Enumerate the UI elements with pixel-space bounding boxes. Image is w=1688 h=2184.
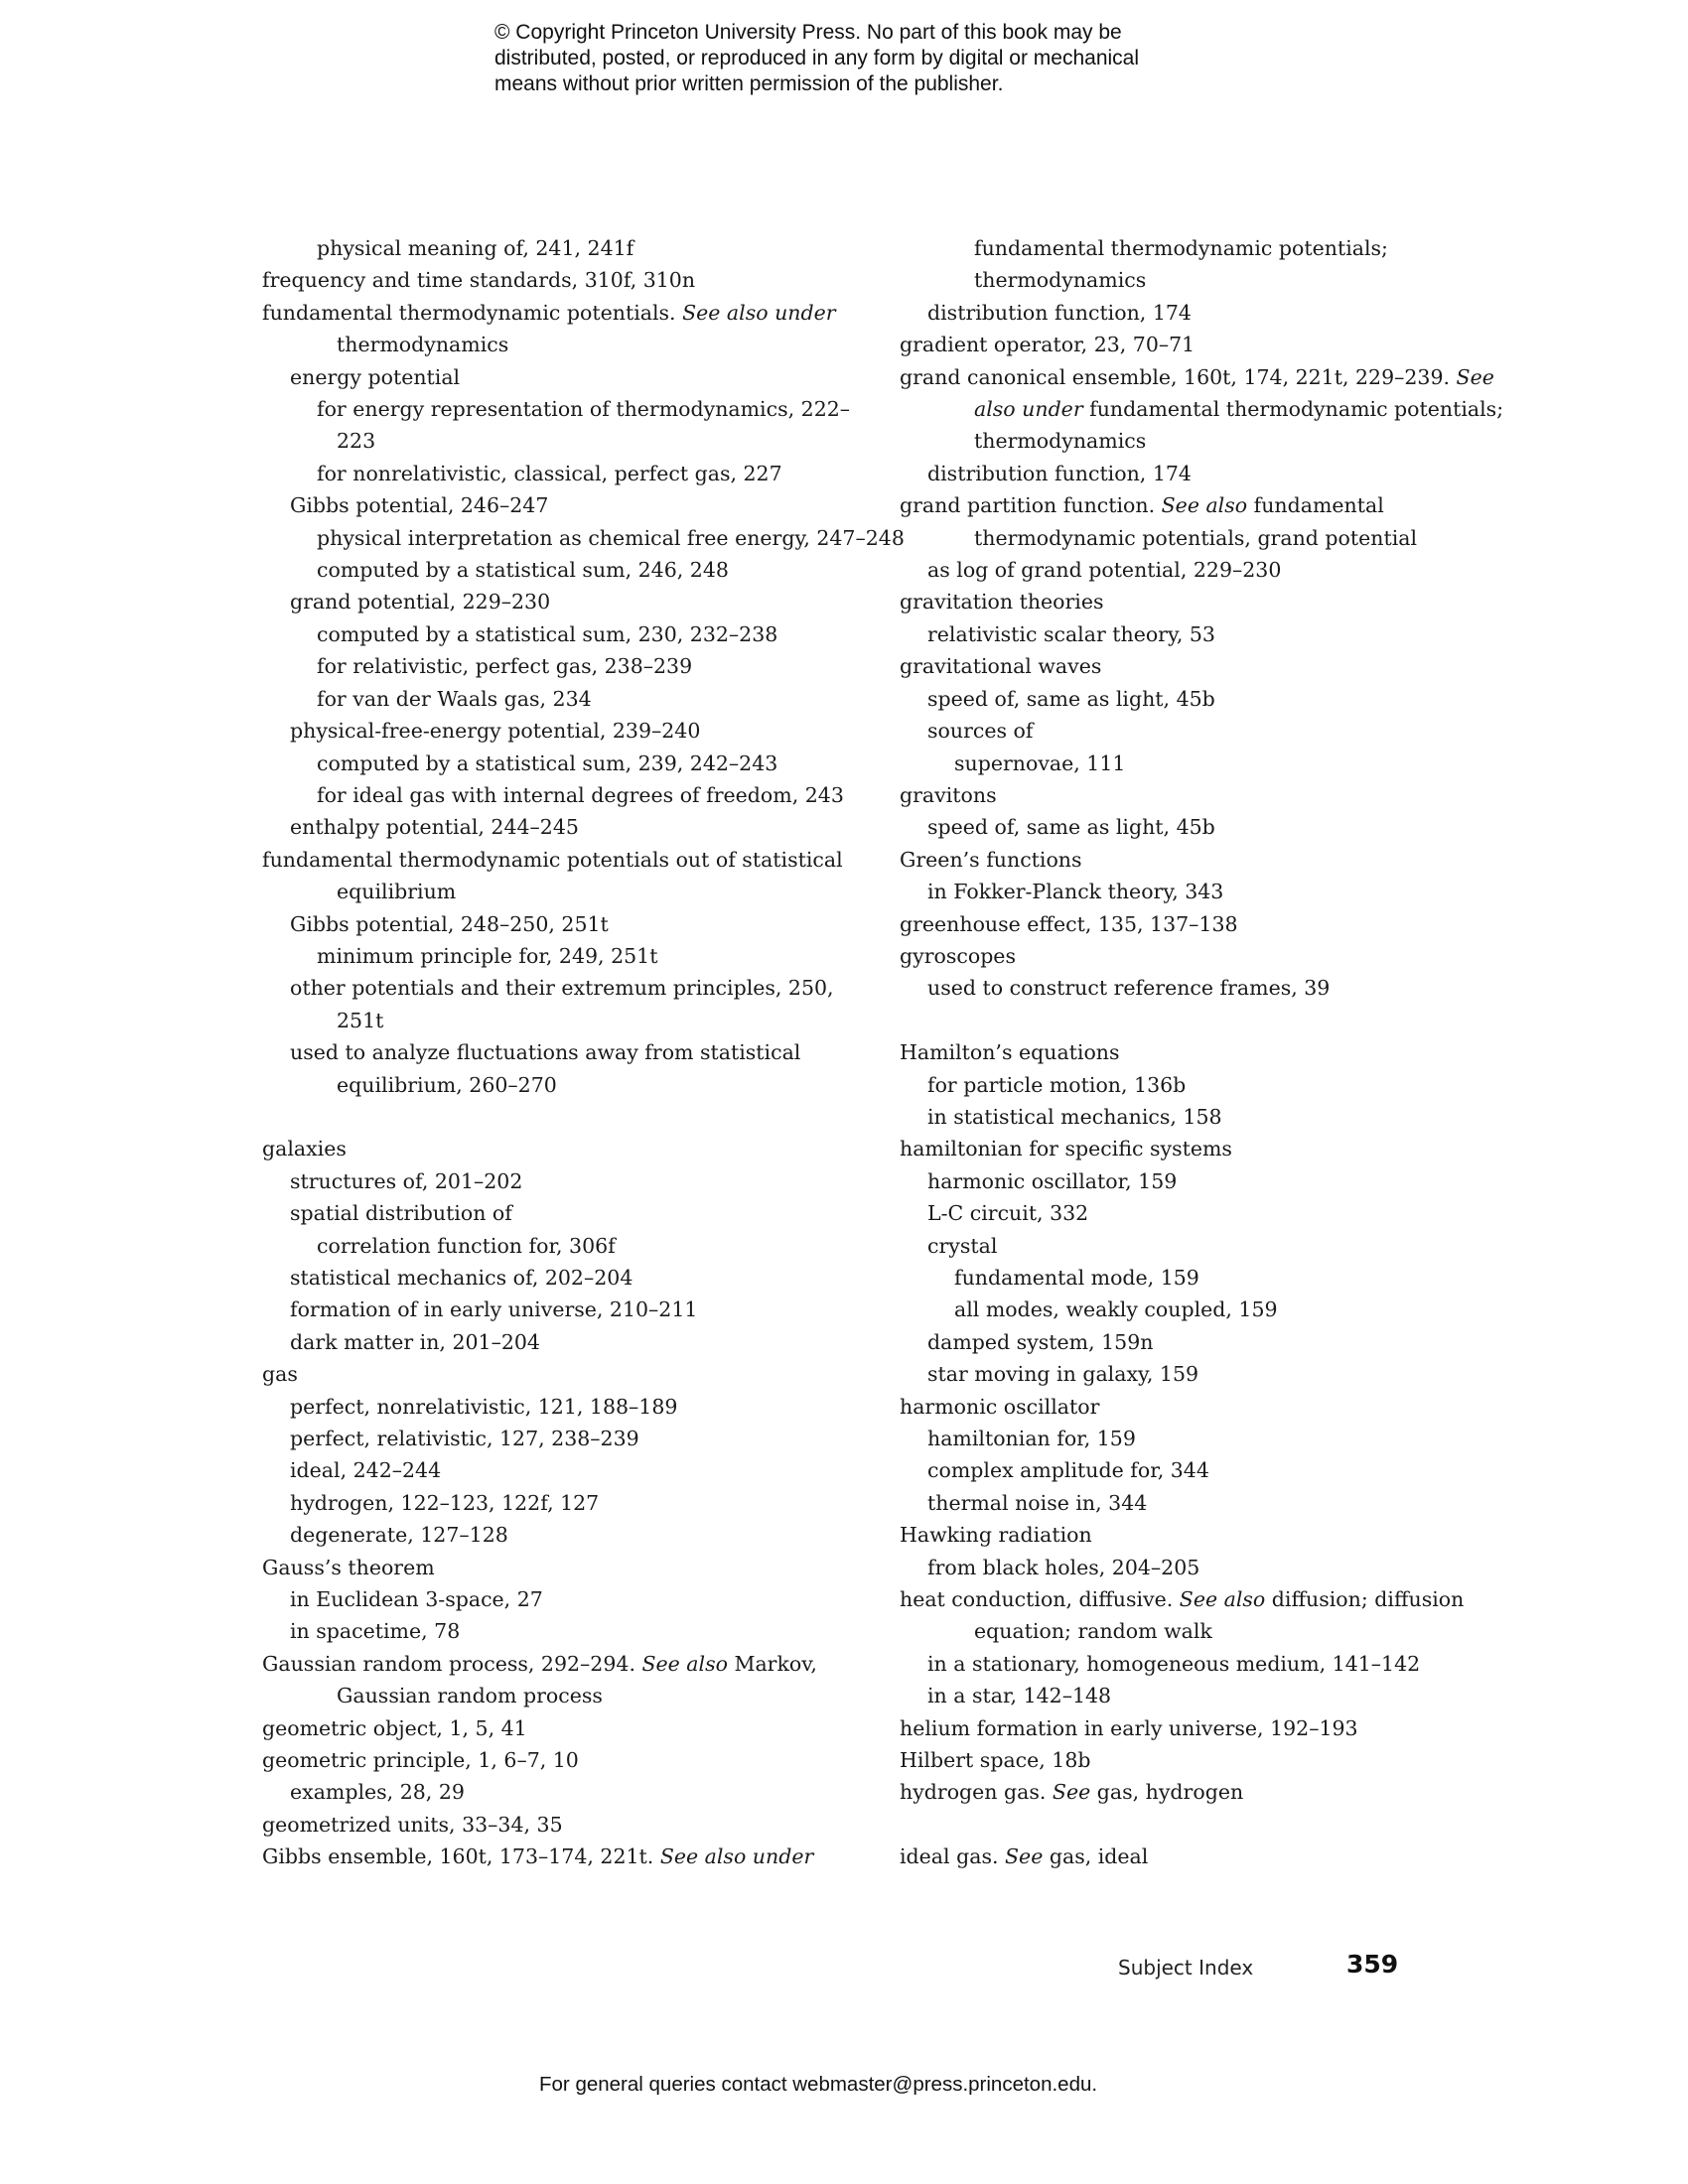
entry-text: harmonic oscillator, 159	[927, 1168, 1178, 1193]
entry-text: fundamental thermodynamic potentials.	[262, 300, 683, 325]
section-gap	[900, 1005, 1515, 1036]
index-entry	[900, 972, 1515, 1004]
entry-text: 223	[337, 429, 376, 454]
entry-text: Gaussian random process, 292–294.	[262, 1651, 642, 1676]
entry-text: all modes, weakly coupled, 159	[954, 1297, 1278, 1322]
entry-text: damped system, 159n	[927, 1329, 1154, 1354]
entry-text: grand partition function.	[900, 493, 1162, 518]
entry-text: spatial distribution of	[290, 1201, 512, 1226]
entry-cross-reference: See	[1005, 1844, 1044, 1869]
index-entry	[262, 1165, 898, 1197]
index-entry	[262, 1680, 898, 1711]
index-entry	[262, 618, 898, 650]
entry-text: geometric object, 1, 5, 41	[262, 1715, 527, 1740]
index-entry	[262, 1841, 898, 1872]
index-entry	[900, 264, 1515, 296]
entry-text: dark matter in, 201–204	[290, 1329, 540, 1354]
entry-text: thermodynamics	[337, 333, 509, 357]
index-entry	[262, 940, 898, 972]
index-entry	[900, 1391, 1515, 1423]
entry-text-after: gas, hydrogen	[1090, 1780, 1244, 1805]
entry-cross-reference: See also under	[682, 300, 836, 325]
index-entry	[262, 1454, 898, 1486]
index-entry	[900, 1487, 1515, 1519]
index-entry	[900, 1841, 1515, 1872]
entry-text: enthalpy potential, 244–245	[290, 815, 579, 840]
index-entry	[900, 844, 1515, 876]
entry-text: as log of grand potential, 229–230	[927, 558, 1282, 583]
index-entry	[262, 1391, 898, 1423]
index-entry	[262, 972, 898, 1004]
entry-text: correlation function for, 306f	[317, 1233, 616, 1258]
entry-text: for particle motion, 136b	[927, 1072, 1187, 1097]
entry-text: for van der Waals gas, 234	[317, 686, 592, 711]
index-entry	[262, 1712, 898, 1744]
entry-text: Gibbs ensemble, 160t, 173–174, 221t.	[262, 1844, 660, 1869]
index-entry	[262, 1552, 898, 1583]
entry-text: galaxies	[262, 1137, 347, 1161]
entry-text-after: fundamental	[1247, 493, 1384, 518]
index-entry	[262, 1583, 898, 1615]
index-entry	[262, 779, 898, 811]
index-entry	[900, 1519, 1515, 1551]
index-entry	[900, 522, 1515, 554]
entry-text: physical interpretation as chemical free energy, 247–248	[317, 525, 905, 550]
index-entry	[262, 1776, 898, 1808]
entry-text: for ideal gas with internal degrees of freedom, 243	[317, 782, 844, 807]
entry-text: Hawking radiation	[900, 1523, 1092, 1548]
index-entry	[900, 458, 1515, 489]
entry-text-after: diffusion; diffusion	[1265, 1587, 1465, 1612]
entry-cross-reference: See	[1052, 1780, 1091, 1805]
entry-text: Gaussian random process	[337, 1684, 603, 1708]
index-entry	[262, 876, 898, 907]
index-entry	[262, 329, 898, 360]
running-footer-section: Subject Index	[1118, 1956, 1254, 1979]
entry-text: 251t	[337, 1008, 384, 1032]
index-entry	[900, 297, 1515, 329]
index-entry	[262, 1230, 898, 1262]
entry-text: physical-free-energy potential, 239–240	[290, 719, 701, 744]
entry-text: fundamental thermodynamic potentials;	[974, 236, 1388, 260]
entry-text: used to analyze fluctuations away from statistical	[290, 1040, 801, 1065]
entry-text: minimum principle for, 249, 251t	[317, 943, 658, 968]
index-entry	[900, 586, 1515, 617]
entry-text: distribution function, 174	[927, 461, 1192, 485]
entry-text: in spacetime, 78	[290, 1619, 461, 1644]
index-entry	[262, 1133, 898, 1164]
index-entry	[900, 1326, 1515, 1358]
entry-text: crystal	[927, 1233, 998, 1258]
entry-text: hamiltonian for specific systems	[900, 1137, 1232, 1161]
entry-cross-reference: See	[1456, 364, 1494, 389]
entry-text: examples, 28, 29	[290, 1780, 465, 1805]
index-entry	[262, 650, 898, 682]
copyright-notice	[494, 20, 1249, 97]
entry-text: computed by a statistical sum, 246, 248	[317, 558, 729, 583]
entry-text: star moving in galaxy, 159	[927, 1362, 1199, 1387]
index-entry	[262, 1326, 898, 1358]
entry-text: thermodynamic potentials, grand potential	[974, 525, 1418, 550]
entry-text: gravitational waves	[900, 654, 1102, 679]
index-entry	[900, 554, 1515, 586]
copyright-line: distributed, posted, or reproduced in any form by digital or mechanical	[494, 47, 1140, 69]
index-entry	[900, 940, 1515, 972]
entry-text: speed of, same as light, 45b	[927, 686, 1215, 711]
index-entry	[262, 908, 898, 940]
index-entry	[262, 1615, 898, 1647]
index-entry	[262, 1036, 898, 1068]
index-entry	[900, 1454, 1515, 1486]
entry-text: heat conduction, diffusive.	[900, 1587, 1180, 1612]
entry-text: computed by a statistical sum, 239, 242–243	[317, 751, 778, 775]
entry-text: gravitons	[900, 782, 997, 807]
entry-text: in Euclidean 3-space, 27	[290, 1587, 543, 1612]
entry-text: degenerate, 127–128	[290, 1523, 508, 1548]
index-entry	[900, 489, 1515, 521]
entry-text: for relativistic, perfect gas, 238–239	[317, 654, 693, 679]
index-entry	[262, 1487, 898, 1519]
index-entry	[262, 1423, 898, 1454]
index-entry	[262, 489, 898, 521]
index-column-right	[900, 232, 1515, 1873]
index-entry	[900, 1101, 1515, 1133]
index-entry	[900, 1133, 1515, 1164]
index-entry	[900, 329, 1515, 360]
index-entry	[262, 554, 898, 586]
index-entry	[262, 1262, 898, 1294]
entry-text: formation of in early universe, 210–211	[290, 1297, 698, 1322]
entry-cross-reference: See also	[1161, 493, 1248, 518]
entry-text: gradient operator, 23, 70–71	[900, 333, 1196, 357]
index-entry	[900, 1648, 1515, 1680]
entry-text: hydrogen gas.	[900, 1780, 1053, 1805]
index-entry	[262, 1005, 898, 1036]
index-entry	[262, 586, 898, 617]
index-entry	[262, 1069, 898, 1101]
entry-cross-reference: See also under	[659, 1844, 814, 1869]
entry-text: Hamilton’s equations	[900, 1040, 1120, 1065]
index-entry	[900, 1552, 1515, 1583]
copyright-line: means without prior written permission of the publisher.	[494, 72, 1004, 95]
entry-text: ideal, 242–244	[290, 1458, 442, 1483]
index-column-left	[262, 232, 905, 1873]
entry-text: in a stationary, homogeneous medium, 141–142	[927, 1651, 1421, 1676]
entry-text: statistical mechanics of, 202–204	[290, 1265, 633, 1290]
entry-text: harmonic oscillator	[900, 1394, 1100, 1419]
index-entry	[262, 715, 898, 747]
index-entry	[900, 683, 1515, 715]
entry-text: grand potential, 229–230	[290, 590, 551, 614]
index-entry	[900, 1294, 1515, 1325]
entry-text: grand canonical ensemble, 160t, 174, 221t, 229–239.	[900, 364, 1457, 389]
section-gap	[262, 1101, 898, 1133]
entry-text: greenhouse effect, 135, 137–138	[900, 911, 1238, 936]
entry-text: distribution function, 174	[927, 300, 1192, 325]
index-entry	[262, 361, 898, 393]
entry-text: for nonrelativistic, classical, perfect gas, 227	[317, 461, 782, 485]
entry-text: Gibbs potential, 248–250, 251t	[290, 911, 609, 936]
index-entry	[262, 1358, 898, 1390]
entry-text: hamiltonian for, 159	[927, 1427, 1136, 1451]
entry-text: thermal noise in, 344	[927, 1490, 1148, 1515]
index-entry	[262, 393, 898, 425]
entry-text: fundamental mode, 159	[954, 1265, 1199, 1290]
index-entry	[900, 425, 1515, 457]
index-entry	[900, 361, 1515, 393]
entry-text: energy potential	[290, 364, 461, 389]
contact-footer: For general queries contact webmaster@press.princeton.edu.	[539, 2073, 1098, 2096]
index-entry	[900, 1583, 1515, 1615]
index-entry	[900, 1776, 1515, 1808]
entry-text-after: gas, ideal	[1043, 1844, 1149, 1869]
entry-text: geometrized units, 33–34, 35	[262, 1812, 563, 1837]
entry-text: computed by a statistical sum, 230, 232–238	[317, 621, 778, 646]
index-entry	[900, 393, 1515, 425]
entry-text: speed of, same as light, 45b	[927, 815, 1215, 840]
index-entry	[262, 748, 898, 779]
entry-text: other potentials and their extremum principles, 250,	[290, 976, 834, 1001]
index-entry	[262, 1519, 898, 1551]
entry-text: geometric principle, 1, 6–7, 10	[262, 1748, 579, 1773]
index-entry	[900, 811, 1515, 843]
index-entry	[262, 1809, 898, 1841]
entry-cross-reference: also under	[974, 397, 1083, 422]
index-entry	[262, 683, 898, 715]
entry-text-after: Markov,	[727, 1651, 817, 1676]
entry-text: from black holes, 204–205	[927, 1555, 1200, 1579]
entry-text-after: fundamental thermodynamic potentials;	[1082, 397, 1504, 422]
entry-text: Green’s functions	[900, 847, 1082, 872]
entry-text: ideal gas.	[900, 1844, 1006, 1869]
index-entry	[900, 1744, 1515, 1776]
index-entry	[900, 1165, 1515, 1197]
entry-text: in statistical mechanics, 158	[927, 1104, 1222, 1129]
index-entry	[262, 232, 898, 264]
index-entry	[262, 522, 905, 554]
index-entry	[262, 425, 898, 457]
entry-text: thermodynamics	[974, 429, 1147, 454]
index-entry	[262, 811, 898, 843]
entry-text: Hilbert space, 18b	[900, 1748, 1091, 1773]
index-entry	[262, 297, 898, 329]
index-entry	[262, 458, 898, 489]
entry-text: physical meaning of, 241, 241f	[317, 236, 634, 260]
entry-text: thermodynamics	[974, 268, 1147, 293]
entry-text: gravitation theories	[900, 590, 1104, 614]
index-entry	[900, 232, 1515, 264]
page-number: 359	[1346, 1950, 1399, 1979]
index-entry	[900, 715, 1515, 747]
index-entry	[900, 876, 1515, 907]
entry-text: fundamental thermodynamic potentials out of statistical	[262, 847, 843, 872]
entry-text: L-C circuit, 332	[927, 1201, 1089, 1226]
entry-text: gas	[262, 1362, 298, 1387]
index-entry	[900, 1197, 1515, 1229]
index-entry	[900, 1358, 1515, 1390]
index-entry	[900, 908, 1515, 940]
index-entry	[900, 1423, 1515, 1454]
index-entry	[900, 1230, 1515, 1262]
entry-text: for energy representation of thermodynamics, 222–	[317, 397, 851, 422]
entry-text: complex amplitude for, 344	[927, 1458, 1209, 1483]
entry-text: perfect, nonrelativistic, 121, 188–189	[290, 1394, 678, 1419]
entry-text: gyroscopes	[900, 943, 1016, 968]
entry-text: perfect, relativistic, 127, 238–239	[290, 1427, 639, 1451]
section-gap	[900, 1809, 1515, 1841]
index-entry	[262, 844, 898, 876]
entry-text: frequency and time standards, 310f, 310n	[262, 268, 696, 293]
index-entry	[900, 1036, 1515, 1068]
entry-text: structures of, 201–202	[290, 1168, 523, 1193]
entry-text: supernovae, 111	[954, 751, 1126, 775]
entry-text: in Fokker-Planck theory, 343	[927, 880, 1224, 904]
index-entry	[900, 1712, 1515, 1744]
index-entry	[262, 1744, 898, 1776]
entry-text: hydrogen, 122–123, 122f, 127	[290, 1490, 600, 1515]
index-entry	[900, 1680, 1515, 1711]
entry-cross-reference: See also	[1179, 1587, 1266, 1612]
index-entry	[262, 1294, 898, 1325]
entry-text: in a star, 142–148	[927, 1684, 1112, 1708]
index-entry	[900, 1069, 1515, 1101]
entry-text: Gibbs potential, 246–247	[290, 493, 549, 518]
index-entry	[900, 650, 1515, 682]
entry-text: helium formation in early universe, 192–193	[900, 1715, 1358, 1740]
copyright-line: © Copyright Princeton University Press. No part of this book may be	[494, 21, 1122, 44]
entry-text: equilibrium	[337, 880, 457, 904]
index-entry	[900, 748, 1515, 779]
index-entry	[900, 618, 1515, 650]
index-entry	[262, 1197, 898, 1229]
entry-text: used to construct reference frames, 39	[927, 976, 1331, 1001]
entry-text: relativistic scalar theory, 53	[927, 621, 1215, 646]
index-entry	[900, 1262, 1515, 1294]
entry-text: sources of	[927, 719, 1034, 744]
entry-text: equilibrium, 260–270	[337, 1072, 557, 1097]
index-entry	[262, 264, 898, 296]
index-entry	[262, 1648, 898, 1680]
index-entry	[900, 1615, 1515, 1647]
entry-text: equation; random walk	[974, 1619, 1212, 1644]
entry-cross-reference: See also	[641, 1651, 728, 1676]
entry-text: Gauss’s theorem	[262, 1555, 435, 1579]
index-entry	[900, 779, 1515, 811]
